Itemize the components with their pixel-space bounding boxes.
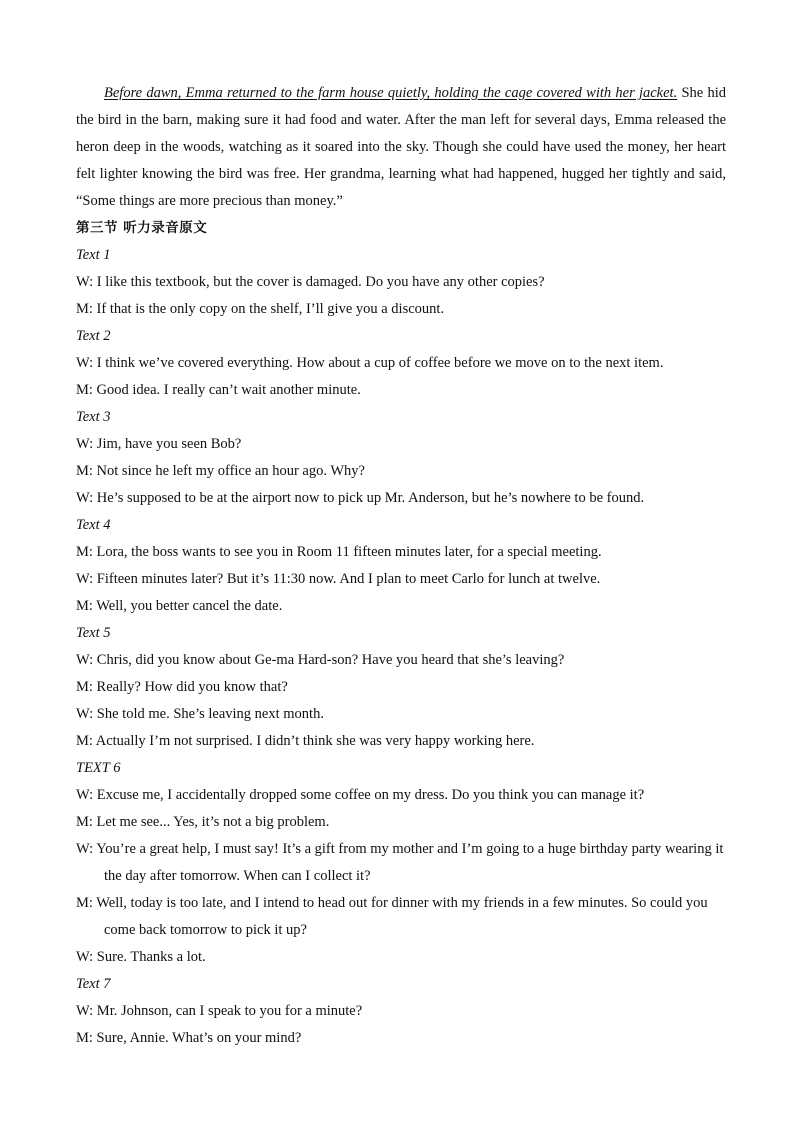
dialogue-line: M: Really? How did you know that? bbox=[76, 679, 288, 695]
document-page bbox=[76, 80, 726, 1052]
dialogue-line: W: Sure. Thanks a lot. bbox=[76, 949, 206, 965]
dialogue-line: W: She told me. She’s leaving next month. bbox=[76, 706, 324, 722]
text-label: Text 1 bbox=[76, 247, 111, 263]
text-label: Text 4 bbox=[76, 517, 111, 533]
dialogue-line: W: Chris, did you know about Ge-ma Hard-son? Have you heard that she’s leaving? bbox=[76, 652, 565, 668]
story-paragraph bbox=[76, 80, 726, 215]
section-title: 第三节 听力录音原文 bbox=[76, 220, 208, 236]
dialogue-line: M: Lora, the boss wants to see you in Room 11 fifteen minutes later, for a special meeting. bbox=[76, 544, 602, 560]
story-rest: She hid the bird in the barn, making sure it had food and water. After the man left for several days, Emma released the heron deep in the woods, watching as it soared into the sky. Though she could have used the money, her heart felt lighter knowing the bird was free. Her grandma, learning what had happened, hugged her tightly and said, “Some things are more precious than money.” bbox=[76, 85, 727, 209]
dialogue-line: W: He’s supposed to be at the airport now to pick up Mr. Anderson, but he’s nowhere to be found. bbox=[76, 490, 645, 506]
dialogue-line: M: Sure, Annie. What’s on your mind? bbox=[76, 1030, 302, 1046]
dialogue-line: W: Fifteen minutes later? But it’s 11:30 now. And I plan to meet Carlo for lunch at twelve. bbox=[76, 571, 601, 587]
dialogue-line: M: Let me see... Yes, it’s not a big problem. bbox=[76, 814, 330, 830]
dialogue-line: W: Jim, have you seen Bob? bbox=[76, 436, 242, 452]
dialogue-line: W: Excuse me, I accidentally dropped some coffee on my dress. Do you think you can manage it? bbox=[76, 787, 645, 803]
dialogue-line: W: I think we’ve covered everything. How about a cup of coffee before we move on to the next item. bbox=[76, 355, 664, 371]
dialogue-line: W: I like this textbook, but the cover is damaged. Do you have any other copies? bbox=[76, 274, 545, 290]
text-block-5 bbox=[76, 620, 726, 755]
story-emphasis: Before dawn, Emma returned to the farm house quietly, holding the cage covered with her jacket. bbox=[104, 85, 678, 101]
dialogue-line: M: If that is the only copy on the shelf, I’ll give you a discount. bbox=[76, 301, 445, 317]
text-block-6 bbox=[76, 755, 726, 971]
text-label: Text 2 bbox=[76, 328, 111, 344]
text-block-4 bbox=[76, 512, 726, 620]
dialogue-line: M: Well, today is too late, and I intend to head out for dinner with my friends in a few minutes. So could you come back tomorrow to pick it up? bbox=[76, 895, 708, 938]
dialogue-line: M: Actually I’m not surprised. I didn’t think she was very happy working here. bbox=[76, 733, 535, 749]
text-label: Text 7 bbox=[76, 976, 111, 992]
text-label: Text 5 bbox=[76, 625, 111, 641]
text-block-2 bbox=[76, 323, 726, 404]
dialogue-line: M: Not since he left my office an hour ago. Why? bbox=[76, 463, 365, 479]
dialogue-line: W: You’re a great help, I must say! It’s a gift from my mother and I’m going to a huge birthday party wearing it the day after tomorrow. When can I collect it? bbox=[76, 841, 724, 884]
text-block-1 bbox=[76, 242, 726, 323]
dialogue-line: M: Good idea. I really can’t wait another minute. bbox=[76, 382, 361, 398]
text-label: TEXT 6 bbox=[76, 760, 121, 776]
text-block-7 bbox=[76, 971, 726, 1052]
dialogue-line: W: Mr. Johnson, can I speak to you for a minute? bbox=[76, 1003, 363, 1019]
text-label: Text 3 bbox=[76, 409, 111, 425]
text-block-3 bbox=[76, 404, 726, 512]
dialogue-line: M: Well, you better cancel the date. bbox=[76, 598, 283, 614]
